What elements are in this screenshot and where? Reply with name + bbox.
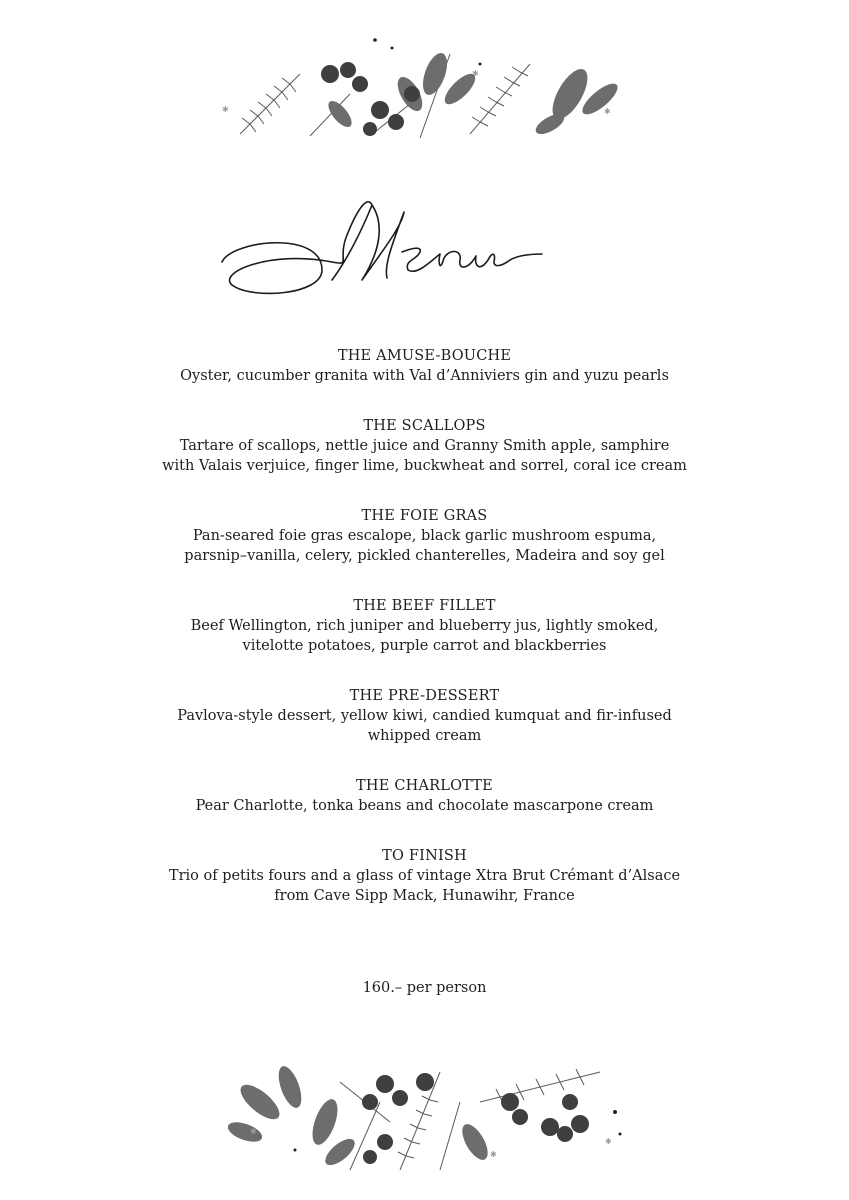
course-description: Beef Wellington, rich juniper and blueberry jus, lightly smoked, vitelotte potatoes, purple carrot and blackberries	[190, 618, 659, 654]
top-floral-garland	[220, 34, 630, 142]
svg-text:✱: ✱	[472, 69, 479, 78]
menu-title-flourish	[212, 190, 572, 310]
course-name: THE BEEF FILLET	[353, 598, 496, 614]
bottom-floral-garland	[220, 1062, 630, 1172]
svg-text:✱: ✱	[605, 1137, 612, 1146]
course-pre-dessert	[0, 686, 849, 746]
course-beef-fillet	[0, 596, 849, 656]
svg-text:✱: ✱	[490, 1150, 497, 1159]
course-description: Trio of petits fours and a glass of vintage Xtra Brut Crémant d’Alsace from Cave Sipp Mack, Hunawihr, France	[168, 868, 681, 904]
course-name: THE CHARLOTTE	[356, 778, 493, 794]
course-scallops	[0, 416, 849, 476]
course-description: Pan-seared foie gras escalope, black garlic mushroom espuma, parsnip–vanilla, celery, pickled chanterelles, Madeira and soy gel	[184, 528, 665, 564]
menu-title	[212, 190, 572, 310]
course-list	[0, 346, 849, 936]
svg-text:✱: ✱	[604, 107, 611, 116]
svg-text:✱: ✱	[250, 1127, 257, 1136]
course-amuse-bouche	[0, 346, 849, 386]
course-name: THE PRE-DESSERT	[349, 688, 500, 704]
course-to-finish	[0, 846, 849, 906]
course-description: Pavlova-style dessert, yellow kiwi, candied kumquat and fir-infused whipped cream	[177, 708, 672, 744]
price: 160.– per person	[362, 980, 487, 996]
course-name: THE AMUSE-BOUCHE	[337, 348, 512, 364]
course-name: TO FINISH	[382, 848, 467, 864]
course-name: THE FOIE GRAS	[361, 508, 488, 524]
course-foie-gras	[0, 506, 849, 566]
course-name: THE SCALLOPS	[363, 418, 486, 434]
course-description: Oyster, cucumber granita with Val d’Anniviers gin and yuzu pearls	[180, 368, 669, 384]
svg-text:✱: ✱	[222, 105, 229, 114]
course-description: Pear Charlotte, tonka beans and chocolate mascarpone cream	[195, 798, 654, 814]
course-charlotte	[0, 776, 849, 816]
course-description: Tartare of scallops, nettle juice and Granny Smith apple, samphire with Valais verjuice, finger lime, buckwheat and sorrel, coral ice cream	[162, 438, 687, 474]
